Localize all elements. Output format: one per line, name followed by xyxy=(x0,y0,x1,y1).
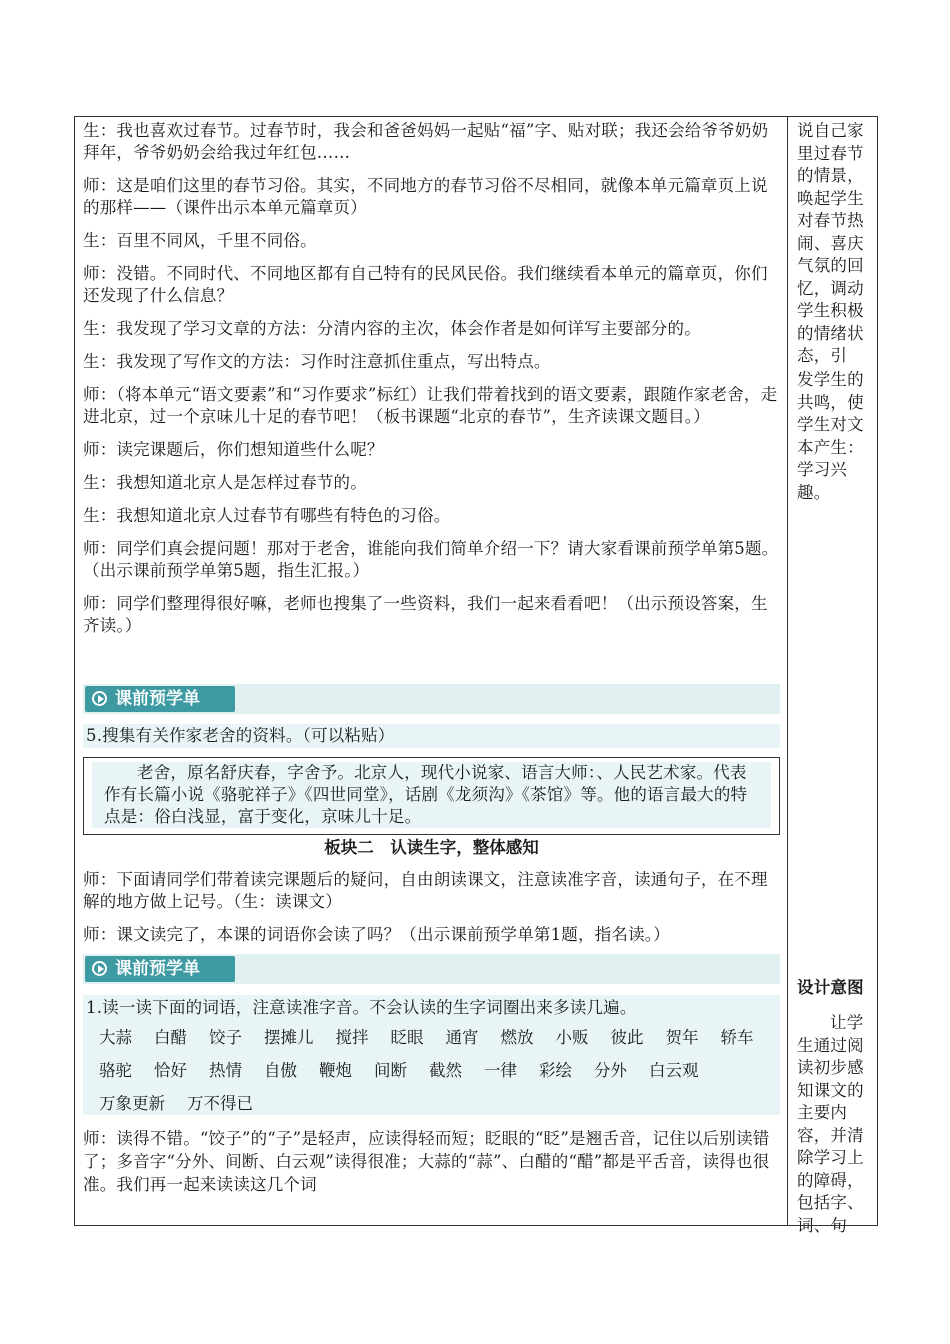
dialogue-line: 师：同学们真会提问题！那对于老舍，谁能向我们简单介绍一下？请大家看课前预学单第5题。（出示课前预学单第5题，指生汇报。） xyxy=(83,539,779,580)
word: 截然 xyxy=(429,1061,462,1080)
word: 万不得已 xyxy=(187,1094,253,1113)
word: 热情 xyxy=(209,1061,242,1080)
word: 恰好 xyxy=(154,1061,187,1080)
word: 通宵 xyxy=(445,1028,479,1047)
dialogue-line: 师：这是咱们这里的春节习俗。其实，不同地方的春节习俗不尽相同，就像本单元篇章页上说的那样——（课件出示本单元篇章页） xyxy=(83,176,768,217)
side-note-2: 让学生通过阅读初步感知课文的主要内容，并清除学习上的障碍，包括字、词、句 xyxy=(797,1013,864,1235)
word: 彼此 xyxy=(610,1028,644,1047)
dialogue-line: 生：百里不同风，千里不同俗。 xyxy=(83,231,317,250)
prestudy-badge xyxy=(85,956,235,982)
badge-label: 课前预学单 xyxy=(115,959,200,979)
section-2-title: 板块二 认读生字，整体感知 xyxy=(324,838,539,857)
lesson-table xyxy=(74,116,878,1235)
word: 大蒜 xyxy=(99,1028,132,1047)
word: 一律 xyxy=(484,1061,517,1080)
prestudy-badge xyxy=(85,686,235,712)
word: 燃放 xyxy=(500,1028,534,1047)
word: 自傲 xyxy=(264,1061,297,1080)
dialogue-line: 师：读完课题后，你们想知道些什么呢？ xyxy=(83,440,384,459)
design-intent-title: 设计意图 xyxy=(797,978,864,997)
dialogue-line: 生：我也喜欢过春节。过春节时，我会和爸爸妈妈一起贴“福”字、贴对联；我还会给爷爷奶奶拜年，爷爷奶奶会给我过年红包…… xyxy=(83,121,769,162)
dialogue-block-bottom xyxy=(83,1127,780,1196)
dialogue-line: 生：我发现了写作文的方法：习作时注意抓住重点，写出特点。 xyxy=(83,352,551,371)
dialogue-line: 师：没错。不同时代、不同地区都有自己特有的民风民俗。我们继续看本单元的篇章页，你们还发现了什么信息？ xyxy=(83,264,768,305)
dialogue-line: 师：课文读完了，本课的词语你会读了吗？（出示课前预学单第1题，指名读。） xyxy=(83,925,670,944)
word: 白云观 xyxy=(649,1061,699,1080)
dialogue-block-top xyxy=(83,120,780,637)
dialogue-block-mid xyxy=(83,869,780,946)
dialogue-line: 师：（将本单元“语文要素”和“习作要求”标红）让我们带着找到的语文要素，跟随作家老舍，走进北京，过一个京味儿十足的春节吧！（板书课题“北京的春节”，生齐读课文题目。） xyxy=(83,385,778,426)
dialogue-line: 生：我想知道北京人是怎样过春节的。 xyxy=(83,473,367,492)
word: 饺子 xyxy=(209,1028,242,1047)
answer-5-text: 老舍，原名舒庆春，字舍予。北京人，现代小说家、语言大师：、人民艺术家。代表作有长篇小说《骆驼祥子》《四世同堂》，话剧《龙须沟》《茶馆》等。他的语言最大的特点是：俗白浅显，富于变化，京味儿十足。 xyxy=(104,763,748,826)
question-5-row xyxy=(83,724,780,748)
word: 眨眼 xyxy=(390,1028,424,1047)
word: 搅拌 xyxy=(335,1028,369,1047)
prestudy-banner-2 xyxy=(83,954,780,984)
dialogue-line: 生：我发现了学习文章的方法：分清内容的主次，体会作者是如何详写主要部分的。 xyxy=(83,319,701,338)
word: 贺年 xyxy=(665,1028,699,1047)
column-divider xyxy=(787,117,788,1225)
word: 骆驼 xyxy=(99,1061,132,1080)
dialogue-line: 生：我想知道北京人过春节有哪些有特色的习俗。 xyxy=(83,506,451,525)
play-icon xyxy=(92,691,107,706)
badge-label: 课前预学单 xyxy=(115,689,200,709)
word: 彩绘 xyxy=(539,1061,572,1080)
word: 鞭炮 xyxy=(319,1061,352,1080)
word: 万象更新 xyxy=(99,1094,165,1113)
answer-box-inner xyxy=(92,762,771,828)
side-note-1a: 说自己家里过春节的情景，唤起学生对春节热闹、喜庆气氛的回忆，调动学生积极的情绪状态，引 xyxy=(797,121,864,365)
dialogue-line: 师：同学们整理得很好嘛，老师也搜集了一些资料，我们一起来看看吧！（出示预设答案，生齐读。） xyxy=(83,594,768,635)
side-note-1b: 发学生的共鸣，使学生对文本产生：学习兴趣。 xyxy=(797,370,864,502)
question-1-block xyxy=(83,995,780,1115)
play-icon xyxy=(92,961,107,976)
word: 摆摊儿 xyxy=(264,1028,314,1047)
prestudy-banner xyxy=(83,684,780,714)
word: 间断 xyxy=(374,1061,407,1080)
word: 小贩 xyxy=(555,1028,589,1047)
word: 分外 xyxy=(594,1061,627,1080)
word: 轿车 xyxy=(720,1028,754,1047)
word-list xyxy=(83,1021,780,1120)
dialogue-line: 师：读得不错。“饺子”的“子”是轻声，应读得轻而短；眨眼的“眨”是翘舌音，记住以后别读错了；多音字“分外、间断、白云观”读得很准；大蒜的“蒜”、白醋的“醋”都是平舌音，读得也很准。我们再一起来读读这几个词 xyxy=(83,1129,770,1194)
dialogue-line: 师：下面请同学们带着读完课题后的疑问，自由朗读课文，注意读准字音，读通句子，在不理解的地方做上记号。（生：读课文） xyxy=(83,870,768,911)
question-5: 5.搜集有关作家老舍的资料。（可以粘贴） xyxy=(86,726,395,745)
question-1: 1.读一读下面的词语，注意读准字音。不会认读的生字词圈出来多读几遍。 xyxy=(86,998,637,1017)
word: 白醋 xyxy=(154,1028,187,1047)
answer-box xyxy=(83,757,780,835)
